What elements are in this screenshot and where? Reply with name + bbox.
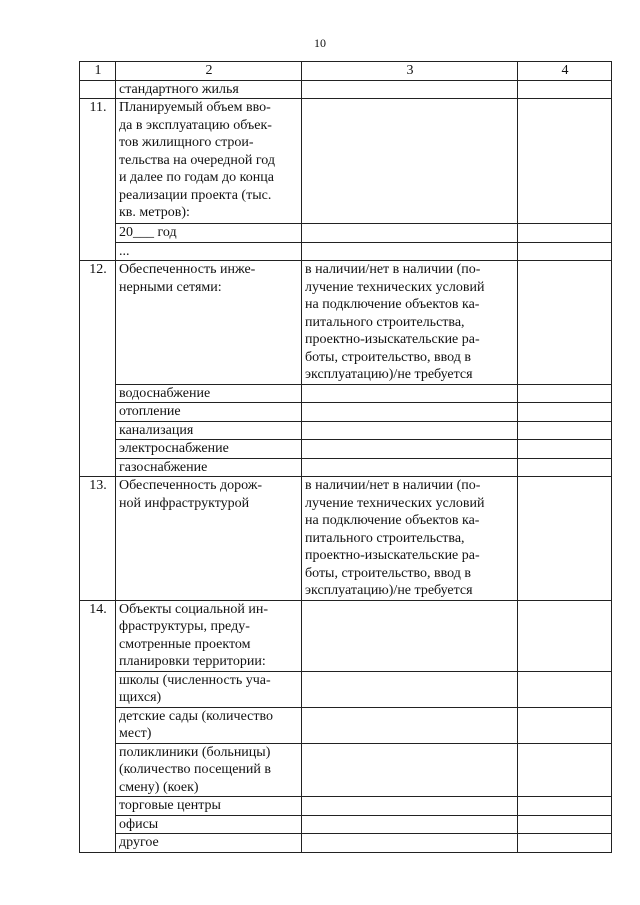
year-suffix: год xyxy=(154,225,177,240)
form-table xyxy=(79,61,612,853)
table-row-continued xyxy=(80,80,612,99)
page-number: 10 xyxy=(314,36,326,50)
row-14-item-malls: торговые центры xyxy=(116,797,302,816)
row-13-label: Обеспеченность дорож- ной инфраструктурой xyxy=(116,477,302,601)
row-14-label: Объекты социальной ин- фраструктуры, преду- смотренные проектом планировки территории: xyxy=(116,600,302,671)
row-12-item-heating: отопление xyxy=(116,403,302,422)
table-row-12-item xyxy=(80,458,612,477)
row-11-label: Планируемый объем вво- да в эксплуатацию объек- тов жилищного строи- тельства на очередной год и далее по годам до конца реализации проекта (тыс. кв. метров): xyxy=(116,99,302,224)
column-header-4: 4 xyxy=(518,62,612,81)
row-12-item-electricity: электроснабжение xyxy=(116,440,302,459)
table-row-14-item xyxy=(80,797,612,816)
row-14-item-kindergartens: детские сады (количество мест) xyxy=(116,707,302,743)
row-number-14: 14. xyxy=(80,600,116,852)
column-header-3: 3 xyxy=(302,62,518,81)
table-row-12-item xyxy=(80,421,612,440)
table-row-11-year xyxy=(80,224,612,243)
row-14-item-clinics: поликлиники (больницы) (количество посещений в смену) (коек) xyxy=(116,743,302,797)
row-number-12: 12. xyxy=(80,261,116,477)
table-row-12-item xyxy=(80,440,612,459)
table-row-12-item xyxy=(80,403,612,422)
table-row-12-item xyxy=(80,384,612,403)
row-14-item-schools: школы (численность уча- щихся) xyxy=(116,671,302,707)
year-prefix: 20 xyxy=(119,225,133,240)
row-number-13: 13. xyxy=(80,477,116,601)
row-12-item-gas: газоснабжение xyxy=(116,458,302,477)
row-12-note: в наличии/нет в наличии (по- лучение технических условий на подключение объектов ка- питального строительства, проектно-изыскательские ра- боты, строительство, ввод в эксплуатацию)/не требуется xyxy=(302,261,518,385)
table-row-14-item xyxy=(80,707,612,743)
table-row-11-ellipsis xyxy=(80,242,612,261)
row-11-ellipsis: ... xyxy=(116,242,302,261)
row-number-11: 11. xyxy=(80,99,116,261)
table-row-14 xyxy=(80,600,612,671)
table-row-14-item xyxy=(80,743,612,797)
table-row-14-item xyxy=(80,671,612,707)
continued-text: стандартного жилья xyxy=(116,80,302,99)
row-14-item-other: другое xyxy=(116,834,302,853)
row-11-year xyxy=(116,224,302,243)
row-12-item-sewerage: канализация xyxy=(116,421,302,440)
column-header-2: 2 xyxy=(116,62,302,81)
column-header-1: 1 xyxy=(80,62,116,81)
row-14-item-offices: офисы xyxy=(116,815,302,834)
table-row-12 xyxy=(80,261,612,385)
row-12-label: Обеспеченность инже- нерными сетями: xyxy=(116,261,302,385)
row-12-item-water: водоснабжение xyxy=(116,384,302,403)
table-row-11 xyxy=(80,99,612,224)
table-row-13 xyxy=(80,477,612,601)
row-13-note: в наличии/нет в наличии (по- лучение технических условий на подключение объектов ка- питального строительства, проектно-изыскательские ра- боты, строительство, ввод в эксплуатацию)/не требуется xyxy=(302,477,518,601)
table-row-14-item xyxy=(80,834,612,853)
year-blank: ___ xyxy=(133,225,154,240)
table-header-row xyxy=(80,62,612,81)
table-row-14-item xyxy=(80,815,612,834)
